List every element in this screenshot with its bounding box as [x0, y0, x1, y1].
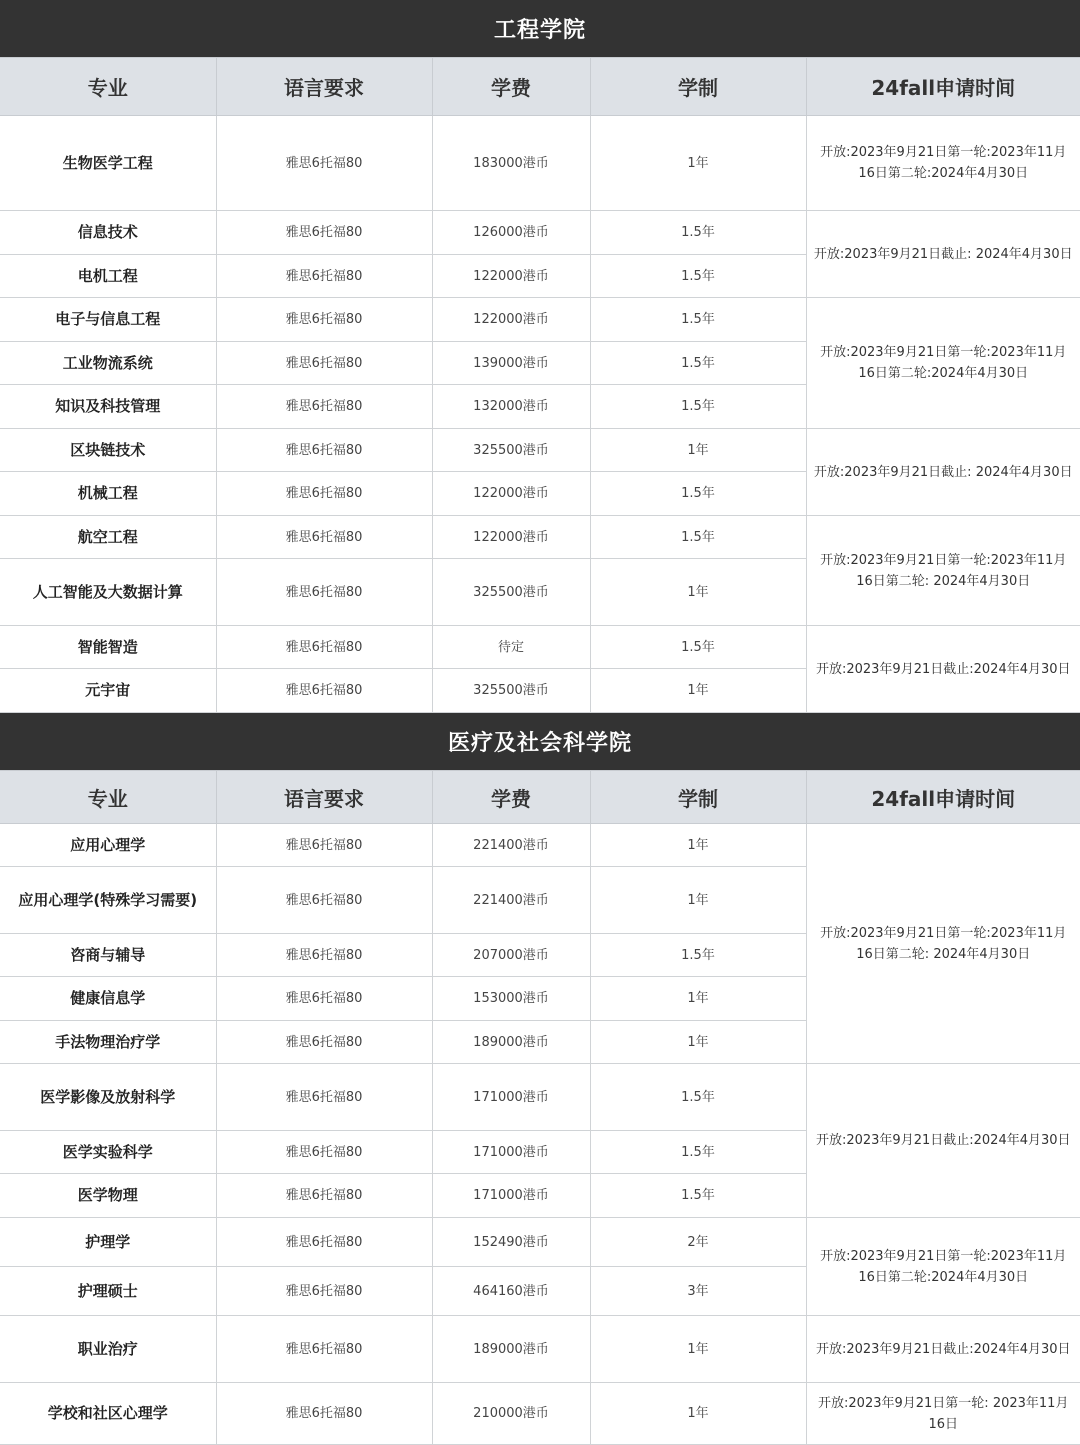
major-name: 护理学	[0, 1218, 216, 1267]
program-duration: 1年	[590, 1383, 806, 1445]
major-name: 工业物流系统	[0, 342, 216, 385]
program-duration: 1年	[590, 559, 806, 626]
major-name: 医学物理	[0, 1174, 216, 1218]
language-requirement: 雅思6托福80	[216, 1174, 432, 1218]
language-requirement: 雅思6托福80	[216, 211, 432, 255]
header-language: 语言要求	[216, 58, 432, 116]
tuition-fee: 122000港币	[432, 472, 590, 516]
medical-social-science-section	[0, 713, 1080, 1445]
header-duration: 学制	[590, 58, 806, 116]
table-row	[0, 116, 1080, 211]
language-requirement: 雅思6托福80	[216, 977, 432, 1021]
tuition-fee: 171000港币	[432, 1064, 590, 1131]
program-duration: 1.5年	[590, 626, 806, 669]
program-duration: 1年	[590, 977, 806, 1021]
section-title: 医疗及社会科学院	[0, 713, 1080, 770]
program-duration: 1年	[590, 1316, 806, 1383]
tuition-fee: 139000港币	[432, 342, 590, 385]
language-requirement: 雅思6托福80	[216, 1267, 432, 1316]
language-requirement: 雅思6托福80	[216, 116, 432, 211]
major-name: 电子与信息工程	[0, 298, 216, 342]
header-duration: 学制	[590, 771, 806, 824]
application-time: 开放:2023年9月21日第一轮:2023年11月16日第二轮:2024年4月30日	[806, 298, 1080, 429]
tuition-fee: 183000港币	[432, 116, 590, 211]
major-name: 元宇宙	[0, 669, 216, 713]
table-row	[0, 824, 1080, 867]
language-requirement: 雅思6托福80	[216, 429, 432, 472]
program-duration: 1.5年	[590, 211, 806, 255]
major-name: 信息技术	[0, 211, 216, 255]
major-name: 航空工程	[0, 516, 216, 559]
major-name: 人工智能及大数据计算	[0, 559, 216, 626]
tuition-fee: 122000港币	[432, 298, 590, 342]
language-requirement: 雅思6托福80	[216, 1131, 432, 1174]
language-requirement: 雅思6托福80	[216, 934, 432, 977]
language-requirement: 雅思6托福80	[216, 1218, 432, 1267]
program-duration: 1.5年	[590, 516, 806, 559]
major-name: 区块链技术	[0, 429, 216, 472]
tuition-fee: 122000港币	[432, 516, 590, 559]
language-requirement: 雅思6托福80	[216, 472, 432, 516]
table-row	[0, 298, 1080, 342]
major-name: 咨商与辅导	[0, 934, 216, 977]
application-time: 开放:2023年9月21日第一轮:2023年11月16日第二轮: 2024年4月30日	[806, 516, 1080, 626]
table-row	[0, 1383, 1080, 1445]
tuition-fee: 待定	[432, 626, 590, 669]
application-time: 开放:2023年9月21日第一轮:2023年11月16日第二轮: 2024年4月30日	[806, 824, 1080, 1064]
tuition-fee: 152490港币	[432, 1218, 590, 1267]
tuition-fee: 132000港币	[432, 385, 590, 429]
table-row	[0, 516, 1080, 559]
major-name: 生物医学工程	[0, 116, 216, 211]
tuition-fee: 126000港币	[432, 211, 590, 255]
language-requirement: 雅思6托福80	[216, 342, 432, 385]
table-row	[0, 1218, 1080, 1267]
language-requirement: 雅思6托福80	[216, 516, 432, 559]
major-name: 应用心理学(特殊学习需要)	[0, 867, 216, 934]
header-application-time: 24fall申请时间	[806, 58, 1080, 116]
header-fee: 学费	[432, 771, 590, 824]
language-requirement: 雅思6托福80	[216, 867, 432, 934]
tuition-fee: 189000港币	[432, 1316, 590, 1383]
engineering-section	[0, 0, 1080, 713]
program-duration: 1.5年	[590, 934, 806, 977]
application-time: 开放:2023年9月21日截止:2024年4月30日	[806, 1316, 1080, 1383]
major-name: 医学实验科学	[0, 1131, 216, 1174]
tuition-fee: 221400港币	[432, 867, 590, 934]
language-requirement: 雅思6托福80	[216, 255, 432, 298]
program-duration: 1年	[590, 867, 806, 934]
program-table	[0, 57, 1080, 713]
major-name: 知识及科技管理	[0, 385, 216, 429]
language-requirement: 雅思6托福80	[216, 559, 432, 626]
major-name: 护理硕士	[0, 1267, 216, 1316]
program-duration: 1年	[590, 669, 806, 713]
major-name: 学校和社区心理学	[0, 1383, 216, 1445]
program-duration: 1.5年	[590, 255, 806, 298]
program-duration: 1.5年	[590, 385, 806, 429]
program-duration: 1年	[590, 429, 806, 472]
tuition-fee: 171000港币	[432, 1131, 590, 1174]
major-name: 机械工程	[0, 472, 216, 516]
application-time: 开放:2023年9月21日截止:2024年4月30日	[806, 626, 1080, 713]
program-duration: 1.5年	[590, 1064, 806, 1131]
application-time: 开放:2023年9月21日截止: 2024年4月30日	[806, 211, 1080, 298]
header-row	[0, 58, 1080, 116]
language-requirement: 雅思6托福80	[216, 1383, 432, 1445]
application-time: 开放:2023年9月21日第一轮: 2023年11月16日	[806, 1383, 1080, 1445]
language-requirement: 雅思6托福80	[216, 669, 432, 713]
language-requirement: 雅思6托福80	[216, 824, 432, 867]
tuition-fee: 189000港币	[432, 1021, 590, 1064]
program-duration: 1年	[590, 1021, 806, 1064]
major-name: 职业治疗	[0, 1316, 216, 1383]
header-application-time: 24fall申请时间	[806, 771, 1080, 824]
program-duration: 1.5年	[590, 1131, 806, 1174]
major-name: 应用心理学	[0, 824, 216, 867]
table-row	[0, 1064, 1080, 1131]
application-time: 开放:2023年9月21日第一轮:2023年11月16日第二轮:2024年4月30日	[806, 1218, 1080, 1316]
language-requirement: 雅思6托福80	[216, 385, 432, 429]
program-duration: 1年	[590, 824, 806, 867]
application-time: 开放:2023年9月21日第一轮:2023年11月16日第二轮:2024年4月30日	[806, 116, 1080, 211]
header-major: 专业	[0, 58, 216, 116]
program-duration: 1.5年	[590, 298, 806, 342]
tuition-fee: 207000港币	[432, 934, 590, 977]
header-language: 语言要求	[216, 771, 432, 824]
tuition-fee: 325500港币	[432, 669, 590, 713]
application-time: 开放:2023年9月21日截止: 2024年4月30日	[806, 429, 1080, 516]
section-title: 工程学院	[0, 0, 1080, 57]
header-major: 专业	[0, 771, 216, 824]
major-name: 智能智造	[0, 626, 216, 669]
tuition-fee: 464160港币	[432, 1267, 590, 1316]
program-duration: 3年	[590, 1267, 806, 1316]
tuition-fee: 171000港币	[432, 1174, 590, 1218]
header-fee: 学费	[432, 58, 590, 116]
program-duration: 1.5年	[590, 342, 806, 385]
language-requirement: 雅思6托福80	[216, 626, 432, 669]
tuition-fee: 153000港币	[432, 977, 590, 1021]
tuition-fee: 122000港币	[432, 255, 590, 298]
major-name: 健康信息学	[0, 977, 216, 1021]
table-row	[0, 626, 1080, 669]
program-duration: 1.5年	[590, 472, 806, 516]
tuition-fee: 325500港币	[432, 429, 590, 472]
application-time: 开放:2023年9月21日截止:2024年4月30日	[806, 1064, 1080, 1218]
table-row	[0, 429, 1080, 472]
tuition-fee: 210000港币	[432, 1383, 590, 1445]
language-requirement: 雅思6托福80	[216, 298, 432, 342]
header-row	[0, 771, 1080, 824]
major-name: 手法物理治疗学	[0, 1021, 216, 1064]
program-duration: 1.5年	[590, 1174, 806, 1218]
language-requirement: 雅思6托福80	[216, 1064, 432, 1131]
major-name: 电机工程	[0, 255, 216, 298]
language-requirement: 雅思6托福80	[216, 1021, 432, 1064]
tuition-fee: 325500港币	[432, 559, 590, 626]
program-table	[0, 770, 1080, 1445]
program-duration: 2年	[590, 1218, 806, 1267]
table-row	[0, 1316, 1080, 1383]
tuition-fee: 221400港币	[432, 824, 590, 867]
language-requirement: 雅思6托福80	[216, 1316, 432, 1383]
major-name: 医学影像及放射科学	[0, 1064, 216, 1131]
table-row	[0, 211, 1080, 255]
program-duration: 1年	[590, 116, 806, 211]
